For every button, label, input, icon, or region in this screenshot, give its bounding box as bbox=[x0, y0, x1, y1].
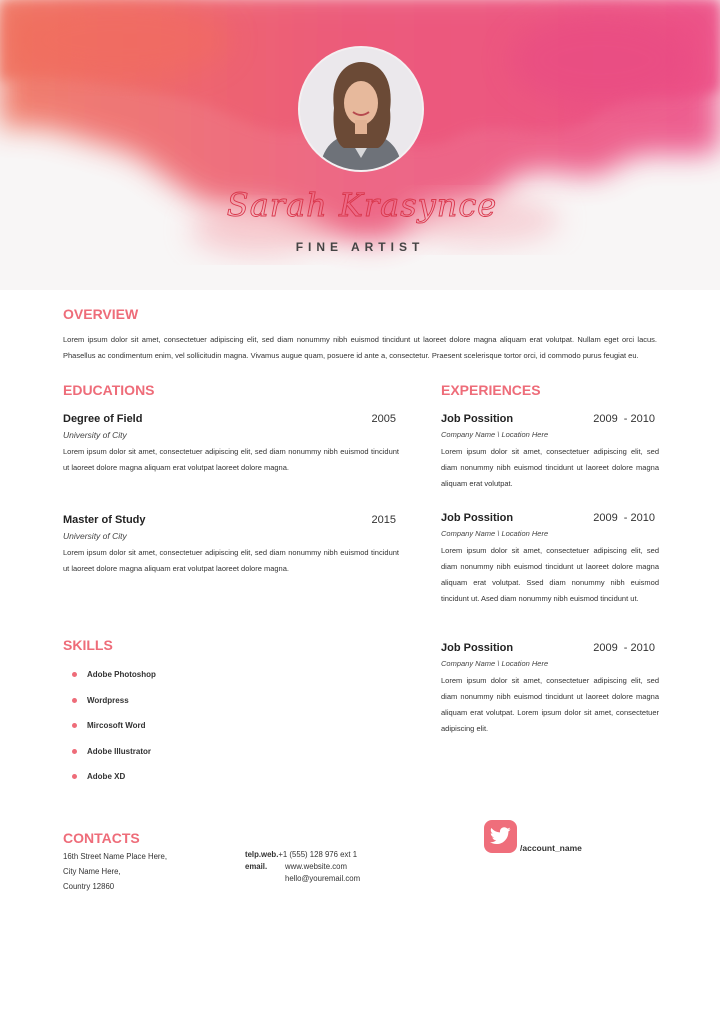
experience-title: Job Possition bbox=[441, 642, 514, 654]
bullet-icon bbox=[72, 698, 77, 703]
experience-company: Company Name \ Location Here bbox=[441, 659, 549, 668]
contacts-heading: CONTACTS bbox=[63, 830, 140, 846]
phone-label: telp. bbox=[245, 850, 262, 859]
education-year: 2015 bbox=[371, 514, 396, 526]
skill-item bbox=[72, 764, 156, 790]
skill-item bbox=[72, 713, 156, 739]
bullet-icon bbox=[72, 749, 77, 754]
experience-entry bbox=[441, 642, 659, 737]
overview-text: Lorem ipsum dolor sit amet, consectetuer adipiscing elit, sed diam nonummy nibh euismod tincidunt ut laoreet dolore magna aliquam erat volutpat. Nullam eget orci lacus. Phasellus ac condimentum enim, vel sollicitudin magna. Vivamus augue quam, posuere id ante a, consectetur. Praesent scelerisque tortor orci, id commodo purus feugiat eu. bbox=[63, 335, 657, 360]
address-line: Country 12860 bbox=[63, 882, 115, 891]
profile-photo bbox=[298, 46, 424, 172]
skill-item bbox=[72, 662, 156, 688]
education-entry bbox=[63, 514, 399, 577]
website-link[interactable]: www.website.com bbox=[285, 862, 347, 871]
web-label: web. bbox=[261, 850, 279, 859]
skills-list bbox=[72, 662, 156, 790]
education-title: Degree of Field bbox=[63, 413, 143, 425]
experience-entry bbox=[441, 512, 659, 607]
twitter-handle[interactable]: /account_name bbox=[520, 843, 582, 853]
experience-entry bbox=[441, 413, 659, 492]
experience-company: Company Name \ Location Here bbox=[441, 430, 549, 439]
experience-years: 2009 - 2010 bbox=[593, 413, 655, 425]
email-link[interactable]: hello@youremail.com bbox=[285, 874, 361, 883]
experience-title: Job Possition bbox=[441, 413, 514, 425]
education-text: Lorem ipsum dolor sit amet, consectetuer adipiscing elit, sed diam nonummy nibh euismod tincidunt ut laoreet dolore magna aliquam erat volutpat laoreet dolore magna. bbox=[63, 447, 399, 472]
experience-company: Company Name \ Location Here bbox=[441, 529, 549, 538]
phone-number: +1 (555) 128 976 ext 1 bbox=[278, 850, 358, 859]
address-line: City Name Here, bbox=[63, 867, 121, 876]
address-line: 16th Street Name Place Here, bbox=[63, 852, 168, 861]
role-title: FINE ARTIST bbox=[295, 240, 425, 254]
education-school: University of City bbox=[63, 430, 127, 440]
bullet-icon bbox=[72, 774, 77, 779]
experience-title: Job Possition bbox=[441, 512, 514, 524]
contact-address bbox=[63, 849, 167, 894]
skill-label: Adobe Photoshop bbox=[87, 670, 156, 680]
education-title: Master of Study bbox=[63, 514, 146, 526]
experience-text: Lorem ipsum dolor sit amet, consectetuer adipiscing elit, sed diam nonummy nibh euismod tincidunt ut laoreet dolore magna aliquam erat volutpat. Lorem ipsum dolor sit amet, consectetuer adipiscing elit. bbox=[441, 676, 659, 733]
email-label: email. bbox=[245, 862, 268, 871]
experiences-heading: EXPERIENCES bbox=[441, 382, 541, 398]
skill-item bbox=[72, 739, 156, 765]
educations-heading: EDUCATIONS bbox=[63, 382, 155, 398]
education-school: University of City bbox=[63, 531, 127, 541]
skill-label: Mircosoft Word bbox=[87, 721, 146, 731]
education-entry bbox=[63, 413, 399, 476]
twitter-icon[interactable] bbox=[484, 820, 517, 853]
skill-item bbox=[72, 688, 156, 714]
education-text: Lorem ipsum dolor sit amet, consectetuer adipiscing elit, sed diam nonummy nibh euismod tincidunt ut laoreet dolore magna aliquam erat volutpat laoreet dolore magna. bbox=[63, 548, 399, 573]
education-year: 2005 bbox=[371, 413, 396, 425]
experience-text: Lorem ipsum dolor sit amet, consectetuer adipiscing elit, sed diam nonummy nibh euismod tincidunt ut laoreet dolore magna aliquam erat volutpat. Ssed diam nonummy nibh euismod tincidunt ut. Ased diam nonummy nibh euismod tincidunt ut. bbox=[441, 546, 659, 603]
overview-heading: OVERVIEW bbox=[63, 306, 139, 322]
skill-label: Wordpress bbox=[87, 695, 129, 705]
signature-name bbox=[212, 168, 512, 230]
contact-labels bbox=[245, 849, 360, 885]
signature-text: Sarah Krasynce bbox=[226, 186, 498, 224]
experience-text: Lorem ipsum dolor sit amet, consectetuer adipiscing elit, sed diam nonummy nibh euismod tincidunt ut laoreet dolore magna aliquam erat volutpat. bbox=[441, 447, 659, 488]
bullet-icon bbox=[72, 672, 77, 677]
skills-heading: SKILLS bbox=[63, 637, 113, 653]
bullet-icon bbox=[72, 723, 77, 728]
experience-years: 2009 - 2010 bbox=[593, 642, 655, 654]
experience-years: 2009 - 2010 bbox=[593, 512, 655, 524]
skill-label: Adobe Illustrator bbox=[87, 746, 152, 756]
skill-label: Adobe XD bbox=[87, 772, 126, 782]
